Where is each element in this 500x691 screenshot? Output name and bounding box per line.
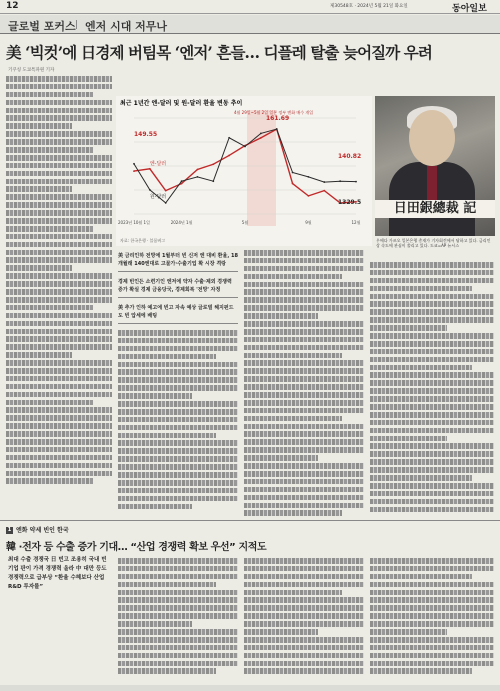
- x-tick-label: 12월: [351, 220, 361, 225]
- data-point: [308, 195, 310, 197]
- data-point: [197, 176, 199, 178]
- mid-highlight-1: 美 금리인하 전망에 1월부터 빈 신저 엔 대비 환율, 18개월래 140엔대로 고물가·수출기업 확 시장 격랑: [118, 253, 238, 267]
- data-point: [323, 181, 325, 183]
- data-point: [149, 189, 151, 191]
- data-point: [292, 183, 294, 185]
- data-point: [260, 133, 262, 135]
- bottom-headline: 韓 ·전자 등 수출 증가 기대… “산업 경쟁력 확보 우선” 지적도: [6, 542, 267, 553]
- article-column-1: [6, 76, 112, 486]
- bottom-label-text: 엔화 약세 빈인 한국: [16, 527, 69, 534]
- article-column-3: [244, 250, 364, 518]
- article-column-4: [370, 262, 494, 515]
- data-point: [133, 170, 135, 172]
- chart-annotation: 4월 29일~5월 2일 일본 정부 엔화 매수 개입: [234, 110, 314, 115]
- data-point: [323, 190, 325, 192]
- section-divider: [76, 20, 77, 29]
- data-point: [244, 146, 246, 148]
- page-footer: [0, 685, 500, 691]
- data-point: [355, 181, 357, 183]
- data-point: [181, 183, 183, 185]
- bottom-divider: [0, 520, 500, 521]
- photo-caption: 우에다 가즈오 일본은행 총재가 기자회견에서 답하고 있다. 금리인상 속도에 관심이 쏠리고 있다. 도쿄=AP 뉴시스: [376, 238, 491, 248]
- chart-svg: [116, 96, 372, 246]
- chart-source: 자료: 한국은행 · 블룸버그: [120, 238, 166, 243]
- bottom-column-3: [370, 558, 494, 676]
- article-headline: 美 ‘빅컷’에 日경제 버팀목 ‘엔저’ 흔들… 디플레 탈출 늦어질까 우려: [6, 43, 432, 62]
- value-label: 161.69: [266, 115, 290, 122]
- chart-title: 최근 1년간 엔-달러 및 원-달러 환율 변동 추이: [120, 100, 243, 107]
- data-point: [260, 137, 262, 139]
- data-point: [149, 168, 151, 170]
- data-point: [292, 172, 294, 174]
- bottom-deck: 최대 수출 경쟁국 日 빈고 조용히 국내 빈기업 판이 가격 경쟁력 올라 中 대만 등도 경쟁력으로 급부상 “환율 수혜보다 산업 R&D 투자를”: [8, 557, 107, 590]
- x-tick-label: 9월: [305, 220, 312, 225]
- issue-info: 제30548호 · 2024년 5월 21일 화요일: [330, 4, 408, 9]
- bottom-column-2: [244, 558, 364, 676]
- series-label: 엔-달러: [149, 160, 167, 167]
- data-point: [228, 137, 230, 139]
- governor-photo: [375, 96, 495, 236]
- exchange-rate-chart: [116, 96, 372, 246]
- mid-highlight-2: 경제 빈인든 소련기인 엔저에 약자 수출·제외 경쟁력 증가 확실 경제 금융당국, 경제회복 '전망' 자정: [118, 279, 232, 293]
- page-number: 12: [6, 1, 19, 11]
- data-point: [339, 180, 341, 182]
- section-subtitle: 엔저 시대 저무나: [85, 20, 168, 33]
- bottom-column-1: [118, 558, 238, 676]
- paper-name: 동아일보: [452, 4, 487, 14]
- photo-sign-text: 日田銀總裁 記: [375, 200, 495, 218]
- value-label: 140.82: [338, 153, 362, 160]
- top-bar: [0, 0, 500, 14]
- data-point: [276, 128, 278, 130]
- data-point: [181, 180, 183, 182]
- data-point: [228, 155, 230, 157]
- x-tick-label: 5월: [241, 220, 249, 225]
- data-point: [308, 176, 310, 178]
- article-column-2: [118, 250, 238, 511]
- bottom-label-number: 1: [7, 527, 12, 533]
- data-point: [165, 202, 167, 204]
- data-point: [197, 169, 199, 171]
- data-point: [212, 180, 214, 182]
- x-tick-label: 2023년 10월 1일: [118, 220, 150, 225]
- section-name: 글로벌 포커스: [8, 20, 76, 33]
- article-byline: 기쿠칭 도쿄특파원 기자: [8, 68, 55, 73]
- intervention-band: [247, 110, 276, 226]
- data-point: [133, 163, 135, 165]
- mid-highlight-3: 美 추가 인하 예고에 빈고 자속 예상 글로벌 헤지펀드도 빈 압세에 배팅: [118, 305, 234, 319]
- data-point: [165, 190, 167, 192]
- x-tick-label: 2024년 1월: [170, 220, 193, 225]
- value-label: 1329.5: [338, 199, 362, 206]
- bottom-section-label: [6, 525, 69, 534]
- series-label: 원-달러: [149, 193, 167, 200]
- data-point: [212, 163, 214, 165]
- value-label: 149.55: [134, 131, 158, 138]
